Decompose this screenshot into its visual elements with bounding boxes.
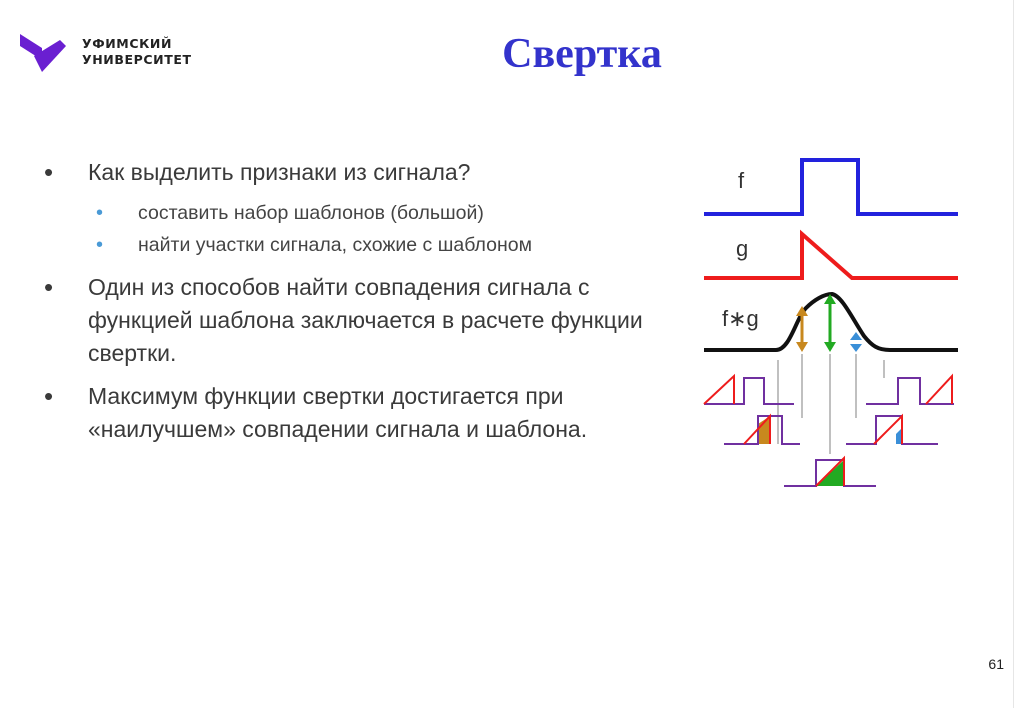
arrow-right bbox=[850, 332, 862, 352]
slide-title: Свертка bbox=[502, 31, 662, 77]
fg-label: f∗g bbox=[722, 306, 759, 331]
bullet-item: • Как выделить признаки из сигнала? bbox=[40, 156, 680, 189]
university-name-line1: УФИМСКИЙ bbox=[82, 36, 173, 51]
sub-bullet-item: • найти участки сигнала, схожие с шаблоном bbox=[40, 231, 578, 259]
arrow-left bbox=[796, 306, 808, 352]
bullet-list bbox=[40, 156, 680, 456]
g-label: g bbox=[736, 236, 749, 261]
window-near-left bbox=[724, 416, 800, 444]
slide-border bbox=[1013, 0, 1014, 708]
bullet-item: • Максимум функции свертки достигается при «наилучшем» совпадении сигнала и шаблона. bbox=[40, 380, 648, 446]
university-name-line2: УНИВЕРСИТЕТ bbox=[82, 52, 192, 67]
f-label: f bbox=[738, 168, 745, 193]
sub-bullet-item: • составить набор шаблонов (большой) bbox=[40, 199, 680, 227]
bullet-item: • Один из способов найти совпадения сигнала с функцией шаблона заключается в расчете функции свертки. bbox=[40, 271, 680, 370]
convolution-diagram bbox=[690, 148, 980, 498]
window-center bbox=[784, 458, 876, 486]
window-near-right bbox=[846, 416, 938, 444]
window-far-right bbox=[866, 376, 954, 404]
window-far-left bbox=[704, 376, 794, 404]
page-number: 61 bbox=[988, 656, 1004, 672]
arrow-center bbox=[824, 294, 836, 352]
